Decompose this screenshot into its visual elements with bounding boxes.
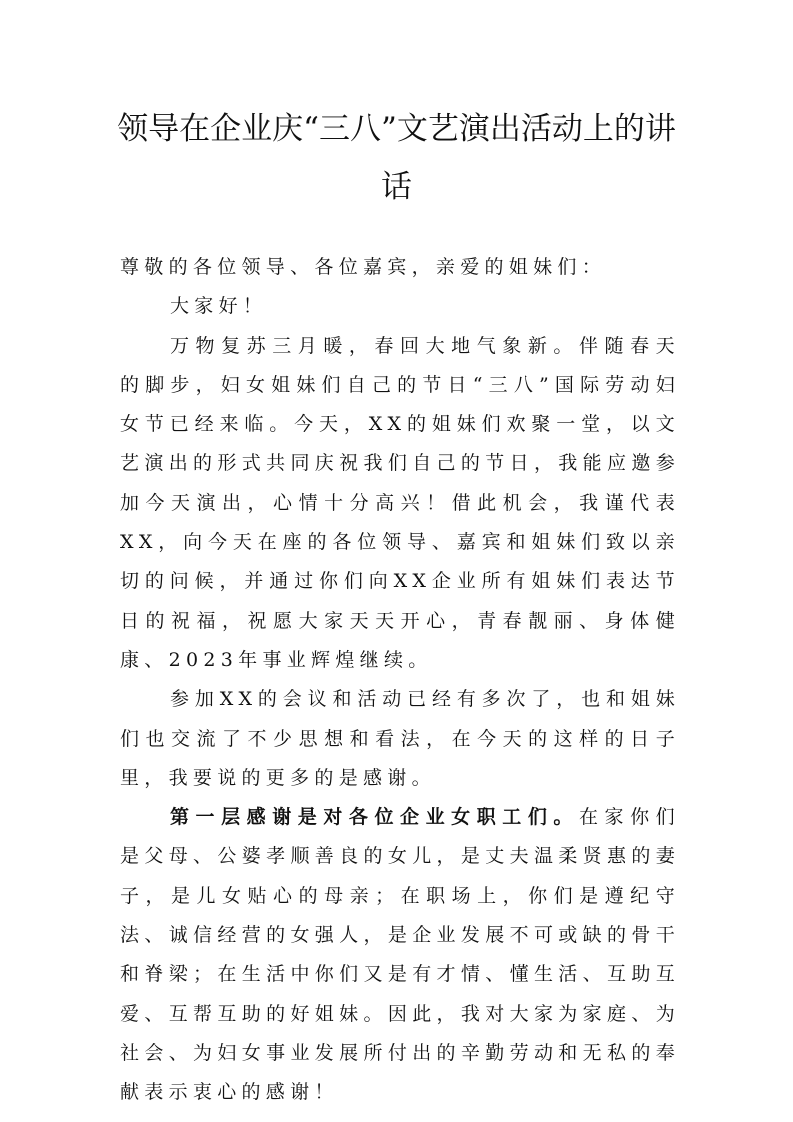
paragraph-bold-lead: 第一层感谢是对各位企业女职工们。 [170,806,579,829]
document-title: 领导在企业庆“三八”文艺演出活动上的讲话 [117,111,676,205]
paragraph-text: 在家你们是父母、公婆孝顺善良的女儿，是丈夫温柔贤惠的妻子，是儿女贴心的母亲；在职场上，你们是遵纪守法、诚信经营的女强人，是企业发展不可或缺的骨干和脊梁；在生活中你们又是有才情、懂生活、互助互爱、互帮互助的好姐妹。因此，我对大家为家庭、为社会、为妇女事业发展所付出的辛勤劳动和无私的奉献表示衷心的感谢！ [120,806,680,1104]
paragraph-text: 参加XX的会议和活动已经有多次了，也和姐妹们也交流了不少思想和看法，在今天的这样的日子里，我要说的更多的是感谢。 [120,688,680,789]
paragraph-2 [120,680,680,798]
greeting: 大家好！ [170,295,268,318]
paragraph-3 [120,798,680,1112]
salutation: 尊敬的各位领导、各位嘉宾，亲爱的姐妹们： [120,256,607,278]
paragraph-1 [120,327,680,681]
paragraph-text: 万物复苏三月暖，春回大地气象新。伴随春天的脚步，妇女姐妹们自己的节日“三八”国际劳动妇女节已经来临。今天，XX的姐妹们欢聚一堂，以文艺演出的形式共同庆祝我们自己的节日，我能应邀参加今天演出，心情十分高兴！借此机会，我谨代表XX，向今天在座的各位领导、嘉宾和姐妹们致以亲切的问候，并通过你们向XX企业所有姐妹们表达节日的祝福，祝愿大家天天开心，青春靓丽、身体健康、2023年事业辉煌继续。 [120,334,680,671]
document-body [120,248,680,1113]
